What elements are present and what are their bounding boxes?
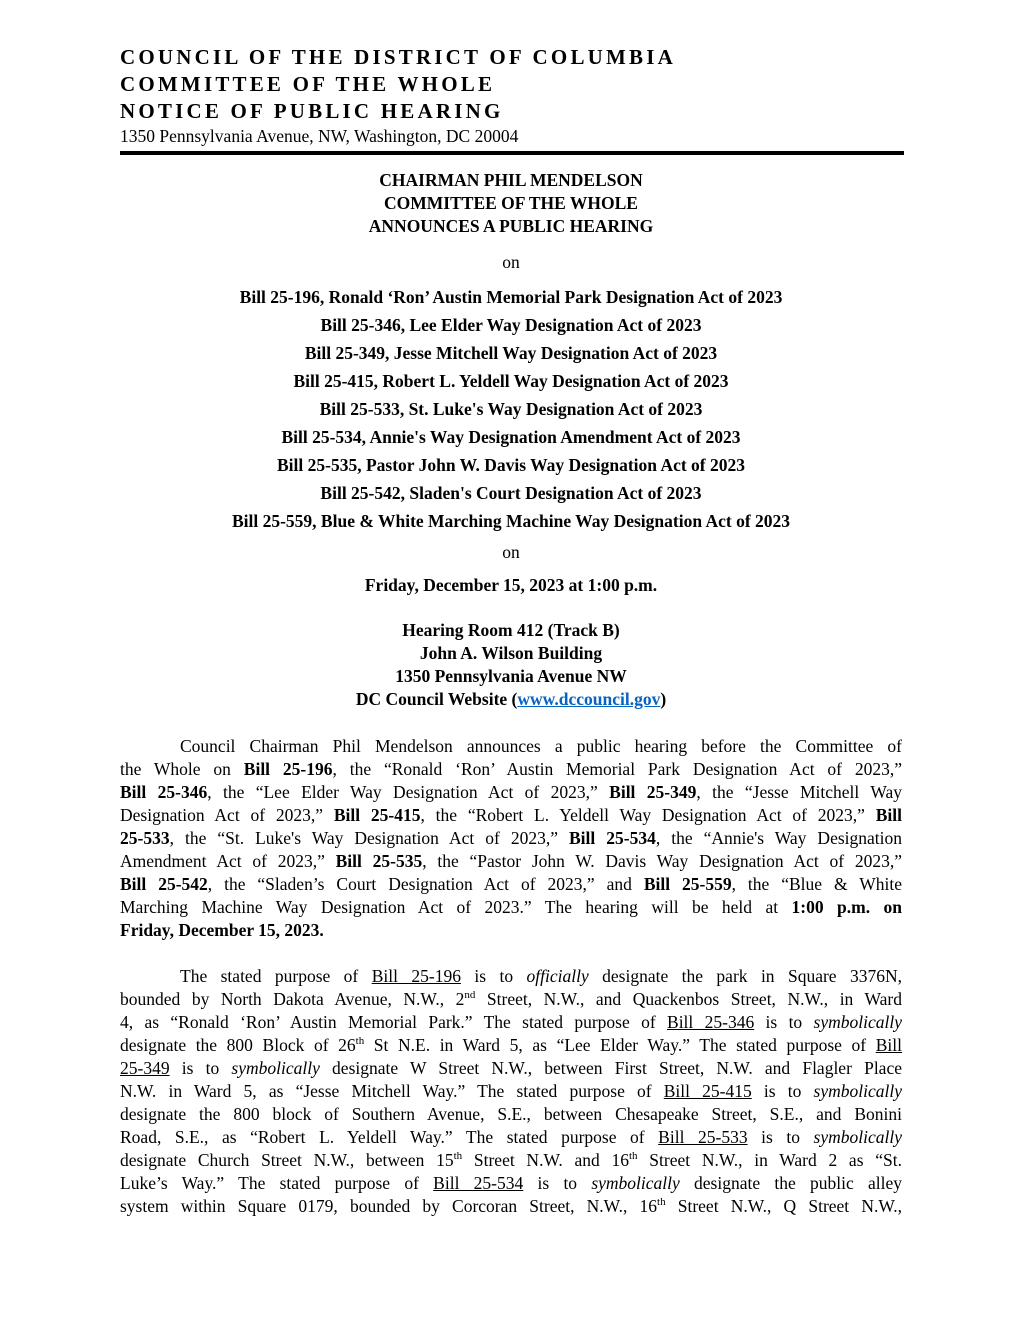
header-rule <box>120 151 904 155</box>
hearing-location <box>120 619 902 711</box>
letterhead-notice: NOTICE OF PUBLIC HEARING <box>120 99 504 123</box>
document-page <box>120 44 902 1218</box>
letterhead-address: 1350 Pennsylvania Avenue, NW, Washington, DC 20004 <box>120 126 519 146</box>
announcement-hearing: ANNOUNCES A PUBLIC HEARING <box>368 216 654 236</box>
bill-item: Bill 25-534, Annie's Way Designation Amendment Act of 2023 <box>281 427 741 447</box>
paragraph-announcement: Council Chairman Phil Mendelson announces a public hearing before the Committee of the Whole on Bill 25-196, the “Ronald ‘Ron’ Austin Memorial Park Designation Act of 2023,” Bill 25-346, the “Lee Elder Way Designation Act of 2023,” Bill 25-349, the “Jesse Mitchell Way Designation Act of 2023,” Bill 25-415, the “Robert L. Yeldell Way Designation Act of 2023,” Bill 25-533, the “St. Luke's Way Designation Act of 2023,” Bill 25-534, the “Annie's Way Designation Amendment Act of 2023,” Bill 25-535, the “Pastor John W. Davis Way Designation Act of 2023,” Bill 25-542, the “Sladen’s Court Designation Act of 2023,” and Bill 25-559, the “Blue & White Marching Machine Way Designation Act of 2023.” The hearing will be held at 1:00 p.m. on Friday, December 15, 2023. <box>120 736 902 940</box>
bill-item: Bill 25-535, Pastor John W. Davis Way Designation Act of 2023 <box>276 455 745 475</box>
on-text-1: on <box>502 252 520 272</box>
announcement-chairman: CHAIRMAN PHIL MENDELSON <box>379 170 643 190</box>
announcement-block <box>120 169 902 238</box>
announcement-committee: COMMITTEE OF THE WHOLE <box>384 193 638 213</box>
paragraph-purpose: The stated purpose of Bill 25-196 is to officially designate the park in Square 3376N, bounded by North Dakota Avenue, N.W., 2nd Street, N.W., and Quackenbos Street, N.W., in Ward 4, as “Ronald ‘Ron’ Austin Memorial Park.” The stated purpose of Bill 25-346 is to symbolically designate the 800 Block of 26th St N.E. in Ward 5, as “Lee Elder Way.” The stated purpose of Bill 25-349 is to symbolically designate W Street N.W., between First Street, N.W. and Flagler Place N.W. in Ward 5, as “Jesse Mitchell Way.” The stated purpose of Bill 25-415 is to symbolically designate the 800 block of Southern Avenue, S.E., between Chesapeake Street, S.E., and Bonini Road, S.E., as “Robert L. Yeldell Way.” The stated purpose of Bill 25-533 is to symbolically designate Church Street N.W., between 15th Street N.W. and 16th Street N.W., in Ward 2 as “St. Luke’s Way.” The stated purpose of Bill 25-534 is to symbolically designate the public alley system within Square 0179, bounded by Corcoran Street, N.W., 16th Street N.W., Q Street N.W., <box>120 966 903 1216</box>
bill-list <box>120 283 902 535</box>
bill-item: Bill 25-415, Robert L. Yeldell Way Designation Act of 2023 <box>293 371 729 391</box>
bill-item: Bill 25-346, Lee Elder Way Designation Act of 2023 <box>320 315 702 335</box>
on-text-2: on <box>502 542 520 562</box>
council-website: DC Council Website (www.dccouncil.gov) <box>355 689 667 709</box>
hearing-street: 1350 Pennsylvania Avenue NW <box>395 666 627 686</box>
bill-item: Bill 25-542, Sladen's Court Designation Act of 2023 <box>320 483 702 503</box>
hearing-room: Hearing Room 412 (Track B) <box>402 620 620 640</box>
bill-item: Bill 25-533, St. Luke's Way Designation Act of 2023 <box>319 399 703 419</box>
bill-item: Bill 25-349, Jesse Mitchell Way Designation Act of 2023 <box>304 343 718 363</box>
letterhead-council: COUNCIL OF THE DISTRICT OF COLUMBIA <box>120 45 676 69</box>
hearing-date: Friday, December 15, 2023 at 1:00 p.m. <box>364 575 658 595</box>
bill-item: Bill 25-559, Blue & White Marching Machine Way Designation Act of 2023 <box>231 511 791 531</box>
letterhead-committee: COMMITTEE OF THE WHOLE <box>120 72 496 96</box>
bill-item: Bill 25-196, Ronald ‘Ron’ Austin Memorial Park Designation Act of 2023 <box>239 287 783 307</box>
hearing-building: John A. Wilson Building <box>419 643 603 663</box>
website-link[interactable]: www.dccouncil.gov <box>517 689 661 709</box>
